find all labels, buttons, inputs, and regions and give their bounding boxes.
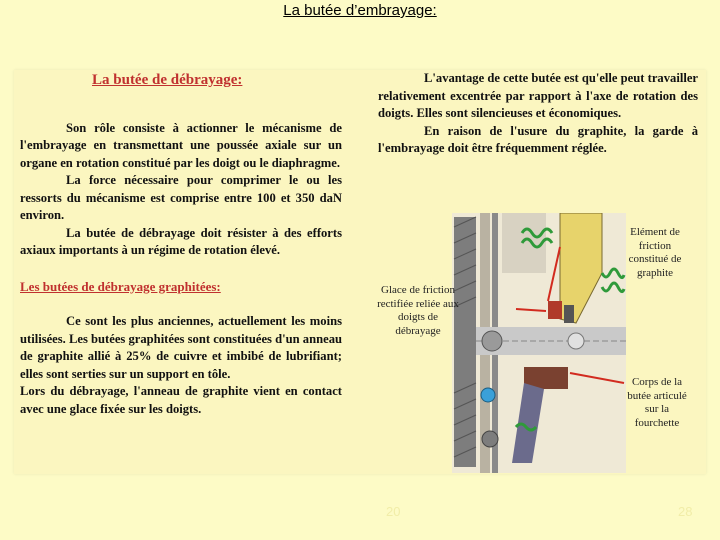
footer-number-left: 20 [386,504,401,519]
paragraph-resistance: La butée de débrayage doit résister à des efforts axiaux importants à un régime de rotation élevé. [20,225,342,257]
paragraph-role: Son rôle consiste à actionner le mécanisme de l'embrayage en transmettant une poussée axiale sur un organe en rotation constitué par les doigt ou le diaphragme. [20,120,342,170]
paragraph-debrayage-contact: Lors du débrayage, l'anneau de graphite vient en contact avec une glace fixée sur les doigts. [20,384,342,416]
graphite-ring [564,305,574,323]
left-column [20,70,342,418]
slide-title: La butée d’embrayage: [283,2,437,19]
paragraph-graphite-description: Ce sont les plus anciennes, actuellement les moins utilisées. Les butées graphitées sont constituées d'un anneau de graphite allié à 25% de cuivre et imbibé de lubrifiant; elles sont serties sur un support en tôle. [20,314,342,381]
right-column [378,70,698,158]
label-corps: Corps de la butée articulé sur la fourchette [627,376,687,429]
label-graphite: Elément de friction constitué de graphite [628,226,682,279]
footer-number-right: 28 [678,504,693,519]
section-heading-graphitees: Les butées de débrayage graphitées: [20,278,221,294]
section-heading-debrayage: La butée de débrayage: [92,72,243,88]
paragraph-advantage: L'avantage de cette butée est qu'elle peut travailler relativement excentrée par rapport à l'axe de rotation des doigts. Elles sont silencieuses et économiques. [378,71,698,120]
paragraph-force: La force nécessaire pour comprimer le ou les ressorts du mécanisme est comprise entre 100 et 350 daN environ. [20,173,342,222]
label-glace: Glace de friction rectifiée reliée aux doigts de débrayage [377,284,459,337]
paragraph-wear: En raison de l'usure du graphite, la garde à l'embrayage doit être fréquemment réglée. [378,123,698,155]
glace-friction [548,301,562,319]
clutch-bearing-diagram [452,213,626,473]
